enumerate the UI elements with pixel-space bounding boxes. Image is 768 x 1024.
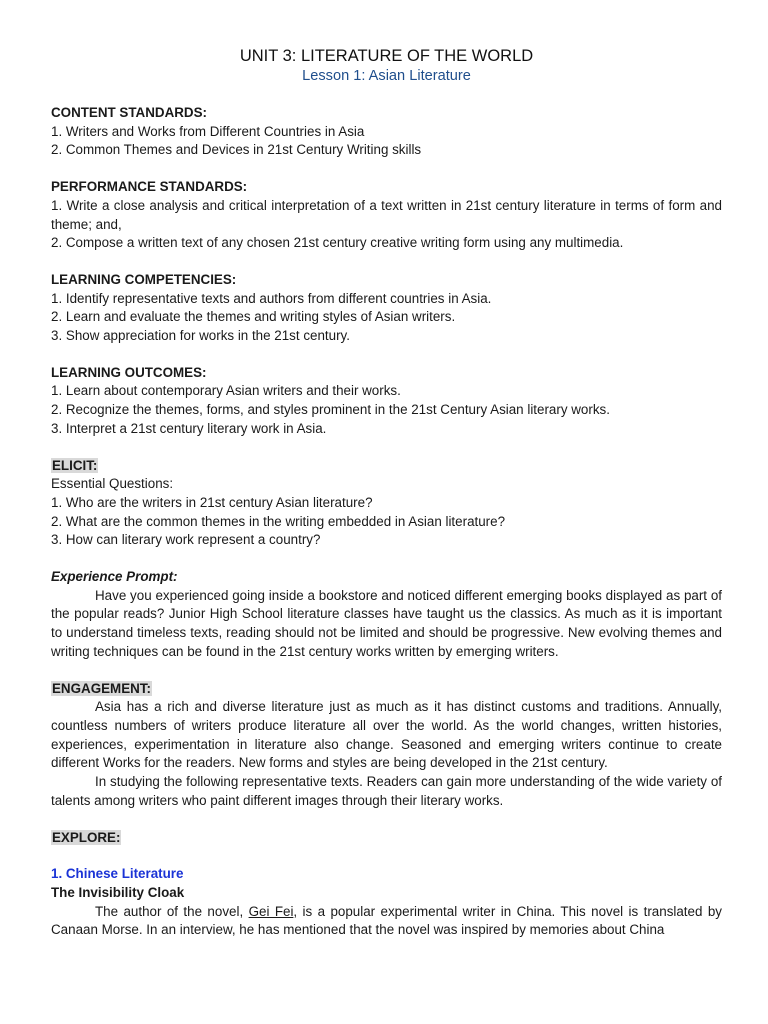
essential-question-item: 2. What are the common themes in the writing embedded in Asian literature? (51, 513, 506, 529)
page-title: UNIT 3: LITERATURE OF THE WORLD (239, 47, 534, 65)
author-link[interactable]: Gei Fei (248, 903, 294, 919)
content-standards-heading: CONTENT STANDARDS: (51, 105, 207, 120)
engagement-section (51, 680, 722, 811)
content-standards-section (51, 104, 722, 160)
performance-standard-item: 2. Compose a written text of any chosen 21st century creative writing form using any multimedia. (51, 235, 624, 251)
experience-prompt-heading: Experience Prompt: (51, 569, 178, 585)
engagement-heading: ENGAGEMENT: (52, 680, 151, 696)
outcome-item: 3. Interpret a 21st century literary work in Asia. (51, 420, 327, 436)
learning-outcomes-heading: LEARNING OUTCOMES: (51, 364, 207, 380)
lesson-subtitle: Lesson 1: Asian Literature (302, 68, 471, 84)
engagement-paragraph: In studying the following representative texts. Readers can gain more understanding of the wide variety of talents among writers who paint different images through their literary works. (51, 774, 722, 808)
essential-question-item: 1. Who are the writers in 21st century Asian literature? (51, 494, 373, 510)
engagement-paragraph: Asia has a rich and diverse literature just as much as it has distinct customs and traditions. Annually, countless numbers of writers produce literature all over the world. As the world changes, written histories, experiences, experimentation in literature also change. Seasoned and emerging writers continue to create different Works for the readers. New forms and styles are being developed in the 21st century. (51, 699, 722, 771)
performance-standards-section (51, 178, 722, 253)
explore-section (51, 829, 722, 941)
outcome-item: 1. Learn about contemporary Asian writers and their works. (51, 383, 401, 399)
learning-outcomes-section (51, 364, 722, 439)
outcome-item: 2. Recognize the themes, forms, and styles prominent in the 21st Century Asian literary works. (51, 402, 610, 418)
performance-standard-item: 1. Write a close analysis and critical interpretation of a text written in 21st century literature in terms of form and theme; and, (51, 197, 722, 232)
performance-standards-heading: PERFORMANCE STANDARDS: (51, 179, 248, 195)
elicit-intro: Essential Questions: (51, 476, 174, 492)
competency-item: 1. Identify representative texts and authors from different countries in Asia. (51, 290, 492, 306)
explore-heading: EXPLORE: (52, 829, 121, 845)
experience-prompt-body: Have you experienced going inside a bookstore and noticed different emerging books displayed as part of the popular reads? Junior High School literature classes have taught us the classics. As much as it is important to understand timeless texts, reading should not be limited and should be progressive. New evolving themes and writing techniques can be found in the 21st century works written by emerging writers. (51, 587, 722, 659)
competency-item: 3. Show appreciation for works in the 21st century. (51, 328, 350, 344)
experience-prompt-section (51, 568, 722, 662)
explore-body: The author of the novel, Gei Fei, is a popular experimental writer in China. This novel is translated by Canaan Morse. In an interview, he has mentioned that the novel was inspired by memories about China (51, 903, 722, 938)
content-standard-item: 2. Common Themes and Devices in 21st Century Writing skills (51, 142, 422, 158)
elicit-section (51, 457, 722, 551)
elicit-heading: ELICIT: (52, 457, 98, 473)
work-title: The Invisibility Cloak (51, 884, 185, 900)
competency-item: 2. Learn and evaluate the themes and writing styles of Asian writers. (51, 309, 456, 325)
chinese-literature-heading: 1. Chinese Literature (51, 866, 184, 882)
essential-question-item: 3. How can literary work represent a country? (51, 532, 321, 548)
content-standard-item: 1. Writers and Works from Different Countries in Asia (51, 123, 365, 139)
learning-competencies-heading: LEARNING COMPETENCIES: (51, 271, 237, 287)
learning-competencies-section (51, 271, 722, 346)
